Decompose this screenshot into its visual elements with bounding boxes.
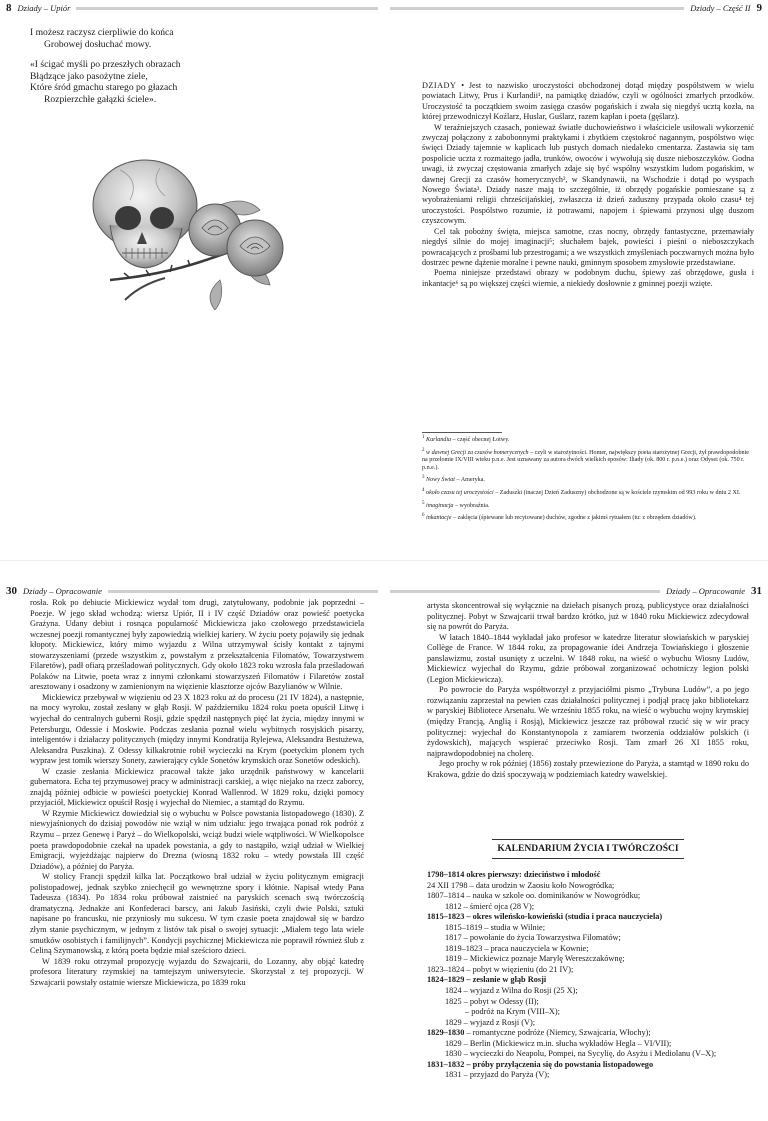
poem-line: «I ścigać myśli po przeszłych obrazach	[30, 59, 181, 71]
timeline-entry	[427, 1039, 749, 1050]
timeline-entry	[427, 975, 749, 986]
paragraph: DZIADY • Jest to nazwisko uroczystości obchodzonej dotąd między pospólstwem w wielu powiatach Litwy, Prus i Kurlandii¹, na pamiątkę dziadów, czyli w ogólności zmarłych przodków. Uroczystość ta początkiem swoim zasięga czasów pogańskich i zwała się niegdyś ucztą kozła, na której przewodniczył Koźlarz, Huslar, Guślarz, razem kapłan i poeta (gęślarz).	[422, 81, 754, 122]
paragraph: Jego prochy w rok później (1856) zostały przewiezione do Paryża, a stamtąd w 1890 roku do Krakowa, gdzie do dziś spoczywają w podziemiach katedry wawelskiej.	[427, 759, 749, 779]
timeline-text: – studia w Wilnie;	[482, 922, 545, 932]
rule	[492, 839, 684, 840]
page-31	[384, 560, 768, 1121]
rule	[492, 858, 684, 859]
footnote: $^3$ Nowy Świat – Ameryka.	[422, 475, 485, 484]
timeline-text: – okres wileńsko-kowieński (studia i praca nauczyciela)	[464, 912, 663, 922]
timeline-entry	[427, 1028, 749, 1039]
header-bar	[390, 590, 660, 593]
timeline-date: 1798–1814	[427, 870, 465, 879]
paragraph: W teraźniejszych czasach, ponieważ światłe duchowieństwo i właściciele usiłowali wykorzenić zwyczaj połączony z zabobonnymi praktykami i zbytkiem częstokroć nagannym, pospólstwo więc święci Dziady tajemnie w kaplicach lub pustych domach niedaleko cmentarza. Zastawia się tam pospolicie uczta z rozmaitego jadła, trunków, owoców i wywołują się dusze nieboszczyków. Godna uwagi, iż zwyczaj częstowania zmarłych zdaje się być wspólny wszystkim ludom pogańskim, w dawnej Grecji za czasów homerycznych², w Skandynawii, na Wschodzie i dotąd po wyspach Nowego Świata³. Dziady nasze mają to szczególnie, iż obrzędy pogańskie pomieszane są z wyobrażeniami religii chrześcijańskiej, zwłaszcza iż dzień zaduszny przypada około czasu⁴ tej uroczystości. Pospólstwo rozumie, iż potrawami, napojem i śpiewami przynosi ulgę duszom czyszcowym.	[422, 122, 754, 226]
timeline-entry	[427, 923, 749, 934]
timeline-text: – nauka w szkole oo. dominikanów w Nowogródku;	[464, 891, 641, 901]
timeline-text: – romantyczne podróże (Niemcy, Szwajcaria, Włochy);	[464, 1028, 651, 1038]
footnote: $^5$ imaginacja – wyobraźnia.	[422, 500, 490, 509]
timeline-date: 1830	[445, 1049, 462, 1059]
timeline-text: – próby przyłączenia się do powstania listopadowego	[464, 1059, 654, 1069]
timeline-text: – wycieczki do Neapolu, Pompei, na Sycylię, do Asyżu i Mediolanu (V–X);	[461, 1049, 717, 1059]
timeline-text: – data urodzin w Zaosiu koło Nowogródka;	[467, 880, 615, 890]
timeline-text: – powołanie do życia Towarzystwa Filomatów;	[461, 933, 621, 943]
footnote: $^1$ Kurlandia – część obecnej Łotwy.	[422, 435, 510, 444]
paragraph: artysta skoncentrował się wyłącznie na dziełach pisanych prozą, publicystyce oraz działalności politycznej. Pobyt w Szwajcarii trwał bardzo krótko, już w 1840 roku Mickiewicz zdecydował się na powrót do Paryża.	[427, 601, 749, 632]
section-title: KALENDARIUM ŻYCIA I TWÓRCZOŚCI	[497, 844, 679, 854]
header-bar	[76, 7, 378, 10]
paragraph: W Rzymie Mickiewicz dowiedział się o wybuchu w Polsce powstania listopadowego (1830). Z niewyjaśnionych do dzisiaj powodów nie wziął w nim udziału: jego trwająca ponad rok podróż z Rzymu – przez Genewę i Paryż – do Wielkopolski, wciąż budzi wiele wątpliwości. W Wielkopolsce poeta prawdopodobnie czekał na upadek powstania, a gdy to nastąpiło, wziął udział w Wielkiej Emigracji, wyjeżdżając najpierw do Drezna (wiosną 1832 roku – wtedy powstała III część Dziadów), a później do Paryża.	[30, 808, 364, 871]
timeline-text: – pobyt w Odessy (II);	[461, 996, 539, 1006]
timeline-date: 1807–1814	[427, 891, 465, 901]
footnote: $^6$ inkantacje – zaklęcia (śpiewane lub recytowane) duchów, zgodne z jakimś rytuałem (tu: z obrzędem dziadów).	[422, 513, 697, 522]
timeline-date: 1812	[445, 901, 462, 911]
timeline-date: 1815–1823	[427, 912, 465, 922]
footnotes	[422, 434, 752, 525]
timeline-date: 1829–1830	[427, 1028, 465, 1038]
intro-text	[422, 81, 754, 289]
timeline-entry	[427, 965, 749, 976]
timeline-date: 1824–1829	[427, 975, 465, 985]
header-bar	[108, 590, 378, 593]
timeline-entry	[427, 997, 749, 1008]
poem-fragment	[30, 27, 230, 106]
page-number: 8	[6, 2, 12, 14]
timeline-date: 1831–1832	[427, 1059, 465, 1069]
timeline-text: – podróż na Krym (VIII–X);	[465, 1007, 560, 1017]
timeline	[427, 870, 749, 1081]
footnote: $^4$ około czasu tej uroczystości – Zaduszki (inaczej Dzień Zaduszny) obchodzone są w kościele rzymskim od 993 roku w dniu 2 XI.	[422, 488, 741, 497]
timeline-text: okres pierwszy: dzieciństwo i młodość	[464, 870, 601, 879]
running-title: Dziady – Upiór	[17, 3, 71, 13]
timeline-date: 1817	[445, 933, 462, 943]
timeline-text: – pobyt w więzieniu (do 21 IV);	[464, 964, 574, 974]
paragraph: Mickiewicz przebywał w więzieniu od 23 X 1823 roku aż do procesu (21 IV 1824), a następnie, na mocy wyroku, został zesłany w głąb Rosji. W październiku 1824 roku poeta opuścił Litwę i wyjechał do centralnych guberni Rosji, gdzie spędził następnych pięć lat życia, między innymi w Petersburgu, Odessie i Moskwie. Podczas zesłania poznał wielu wybitnych rosyjskich pisarzy, inteligentów i działaczy politycznych (między innymi Kondratija Rylejewa, Aleksandra Bestużewa, Aleksandra Puszkina). Z Odessy kilkakrotnie robił wycieczki na Krym (poetyckim plonem tych wypraw jest tomik wierszy Sonety, zawierający cykle Sonetów krymskich oraz Sonetów odeskich).	[30, 692, 364, 766]
timeline-date: 24 XII 1798	[427, 880, 468, 890]
timeline-date: 1823–1824	[427, 964, 465, 974]
timeline-text: – praca nauczyciela w Kownie;	[482, 943, 589, 953]
timeline-entry	[427, 881, 749, 892]
paragraph: W stolicy Francji spędził kilka lat. Początkowo brał udział w życiu politycznym emigracji polistopadowej, jednak szybko zniechęcił go wewnętrzne spory i kłótnie. Napisał wtedy Pana Tadeusza (1834). Po 1834 roku próbował zaistnieć na paryskich scenach swą twórczością dramatyczną. Jednakże ani Konfederaci barscy, ani Jakub Jasiński, czyli dwie Polski, sztuki napisane po francusku, nie przyniosły mu sukcesu. W tym czasie poeta znajdował się w bardzo złym stanie psychicznym, w jednym z listów tak pisał o swojej sytuacji: „Miałem tego lata wiele smutków osobistych i familijnych”. Kondycji psychicznej Mickiewicza nie poprawił również ślub z Celiną Szymanowską, z którą poeta będzie miał sześcioro dzieci.	[30, 872, 364, 956]
timeline-text: – zesłanie w głąb Rosji	[464, 975, 547, 985]
running-title: Dziady – Opracowanie	[23, 586, 102, 596]
header-bar	[390, 7, 684, 10]
skull-roses-illustration	[70, 150, 300, 310]
poem-line: Które śród gmachu starego po głazach	[30, 82, 178, 94]
paragraph: Po powrocie do Paryża współtworzył z przyjaciółmi pismo „Trybuna Ludów”, a po jego rozwiązaniu zaprzestał na pewien czas działalności politycznej i podjął pracę jako bibliotekarz w paryskiej Bibliotece Arsenału. We wrześniu 1855 roku, na wieść o wybuchu wojny krymskiej (między Francją, Anglią i Rosją), Mickiewicz jeszcze raz próbował rzucić się w wir pracy politycznej: wyjechał do Konstantynopola z zamiarem tworzenia oddziałów polskich (i żydowskich), mających wspierać przeciwko Rosji. Tam zmarł 26 XI 1855 roku, najprawdopodobniej na cholerę.	[427, 685, 749, 758]
paragraph: W latach 1840–1844 wykładał jako profesor w katedrze literatur słowiańskich w paryskiej Collège de France. W 1844 roku, za propagowanie idei Andrzeja Towiańskiego i głoszenie panslawizmu, został usunięty z uczelni. W 1848 roku, na wieść o wybuchu Wiosny Ludów, Mickiewicz wyjechał do Rzymu, gdzie próbował zorganizować ochotniczy legion polski (Legion Mickiewicza).	[427, 632, 749, 684]
paragraph: rosła. Rok po debiucie Mickiewicz wydał tom drugi, zatytułowany, podobnie jak poprzedni – Poezje. W jego skład wchodzą: wiersz Upiór, II i IV część Dziadów oraz powieść poetycka Grażyna. Udany debiut i rosnąca popularność Mickiewicza jako czołowego przedstawiciela wczesnej poezji romantycznej były zapowiedzią wielkiej kariery. W życiu poety pojawiły się jednak kłopoty. Mickiewicz, który mimo wyjazdu z Wilna utrzymywał ścisły kontakt z tajnymi stowarzyszeniami (przede wszystkim z, powstałym z przekształcenia Filomatów, Towarzystwem Filaretów), padł ofiarą prześladowań politycznych. Gdy około 1823 roku wzrosła fala prześladowań Polaków na Litwie, poeta wraz z innymi członkami stowarzyszeń Filomatów i Filaretów został aresztowany i osadzony w zamienionym na więzienie klasztorze ojców Bazylianów w Wilnie.	[30, 598, 364, 692]
timeline-date: 1825	[445, 996, 462, 1006]
timeline-date: 1824	[445, 986, 462, 996]
page-8	[0, 0, 384, 560]
timeline-date: 1829	[445, 1038, 462, 1048]
timeline-date: 1829	[445, 1017, 462, 1027]
paragraph: Cel tak pobożny święta, miejsca samotne, czas nocny, obrzędy fantastyczne, przemawiały niegdyś silnie do mojej imaginacji⁵; słuchałem bajek, powieści i pieśni o nieboszczykach powracających z prośbami lub przestrogami; a we wszystkich zmyśleniach poczwarnych można było dostrzec pewne dążenie moralne i pewne nauki, gminnym sposobem zmysłowie przedstawiane.	[422, 226, 754, 267]
page-9	[384, 0, 768, 560]
running-title: Dziady – Opracowanie	[666, 586, 745, 596]
running-head	[6, 585, 378, 597]
page-number: 30	[6, 585, 17, 597]
paragraph: W czasie zesłania Mickiewicz pracował także jako urzędnik państwowy w kancelarii gubernatora. Echa tej przymusowej pracy w administracji carskiej, a więc niejako na rzecz zaborcy, znajdą później odbicie w powieści poetyckiej Konrad Wallenrod. W 1829 roku, dzięki pomocy przyjaciół, Mickiewicz opuścił Rosję i wyjechał do Niemiec, a stamtąd do Rzymu.	[30, 766, 364, 808]
timeline-text: – Berlin (Mickiewicz m.in. słucha wykładów Hegla – VI/VII);	[461, 1038, 672, 1048]
timeline-text: – przyjazd do Paryża (V);	[461, 1070, 550, 1080]
timeline-entry	[427, 944, 749, 955]
timeline-text: – Mickiewicz poznaje Marylę Wereszczakównę;	[461, 954, 625, 964]
timeline-entry	[427, 1007, 749, 1018]
timeline-entry	[427, 1070, 749, 1081]
page-number: 31	[751, 585, 762, 597]
timeline-date: 1815–1819	[445, 922, 483, 932]
timeline-entry	[427, 1018, 749, 1029]
poem-line: I możesz raczysz cierpliwie do końca	[30, 27, 174, 38]
timeline-date: 1831	[445, 1070, 462, 1080]
paragraph: Poema niniejsze przedstawi obrazy w podobnym duchu, śpiewy zaś obrzędowe, gusła i inkantacje⁶ są po większej części wiernie, a niekiedy dosłownie z gminnej poezji wzięte.	[422, 268, 754, 288]
running-head	[6, 2, 378, 14]
biography-text	[30, 598, 364, 988]
timeline-entry	[427, 870, 749, 881]
paragraph: W 1839 roku otrzymał propozycję wyjazdu do Szwajcarii, do Lozanny, aby objąć katedrę profesora literatury rzymskiej na tamtejszym uniwersytecie. Skorzystał z tej propozycji. W Szwajcarii powstały ostatnie wiersze Mickiewicza, po 1839 roku	[30, 956, 364, 987]
lead-word: DZIADY	[422, 81, 457, 90]
poem-line: Błądzące jako pasożytne ziele,	[30, 70, 148, 82]
timeline-text: – śmierć ojca (28 V);	[461, 901, 535, 911]
timeline-entry	[427, 1049, 749, 1060]
timeline-entry	[427, 902, 749, 913]
poem-line: Rozpierzchłe gałązki ściele».	[44, 93, 157, 105]
running-head	[390, 2, 762, 14]
running-title: Dziady – Część II	[690, 3, 751, 13]
timeline-text: – wyjazd z Wilna do Rosji (25 X);	[461, 986, 578, 996]
timeline-date: 1819–1823	[445, 943, 483, 953]
biography-text	[427, 601, 749, 780]
timeline-entry	[427, 1060, 749, 1071]
timeline-entry	[427, 891, 749, 902]
timeline-entry	[427, 954, 749, 965]
timeline-entry	[427, 986, 749, 997]
timeline-entry	[427, 933, 749, 944]
page-number: 9	[756, 2, 762, 14]
page-30	[0, 560, 384, 1121]
footnote-rule	[422, 432, 502, 433]
running-head	[390, 585, 762, 597]
timeline-entry	[427, 912, 749, 923]
timeline-date: 1819	[445, 954, 462, 964]
poem-line: Grobowej dosłuchać mowy.	[44, 38, 152, 50]
footnote: $^2$ w dawnej Grecji za czasów homerycznych – czyli w starożytności. Homer, największy poeta starożytnej Grecji, żył prawdopodobnie na przełomie IX/VIII wieku p.n.e. Jest uznawany za autora dwóch wielkich eposów: Iliady (ok. 800 r. p.n.e.) oraz Odysei (ok. 750 r. p.n.e.).	[422, 447, 749, 471]
timeline-text: – wyjazd z Rosji (V);	[461, 1017, 536, 1027]
